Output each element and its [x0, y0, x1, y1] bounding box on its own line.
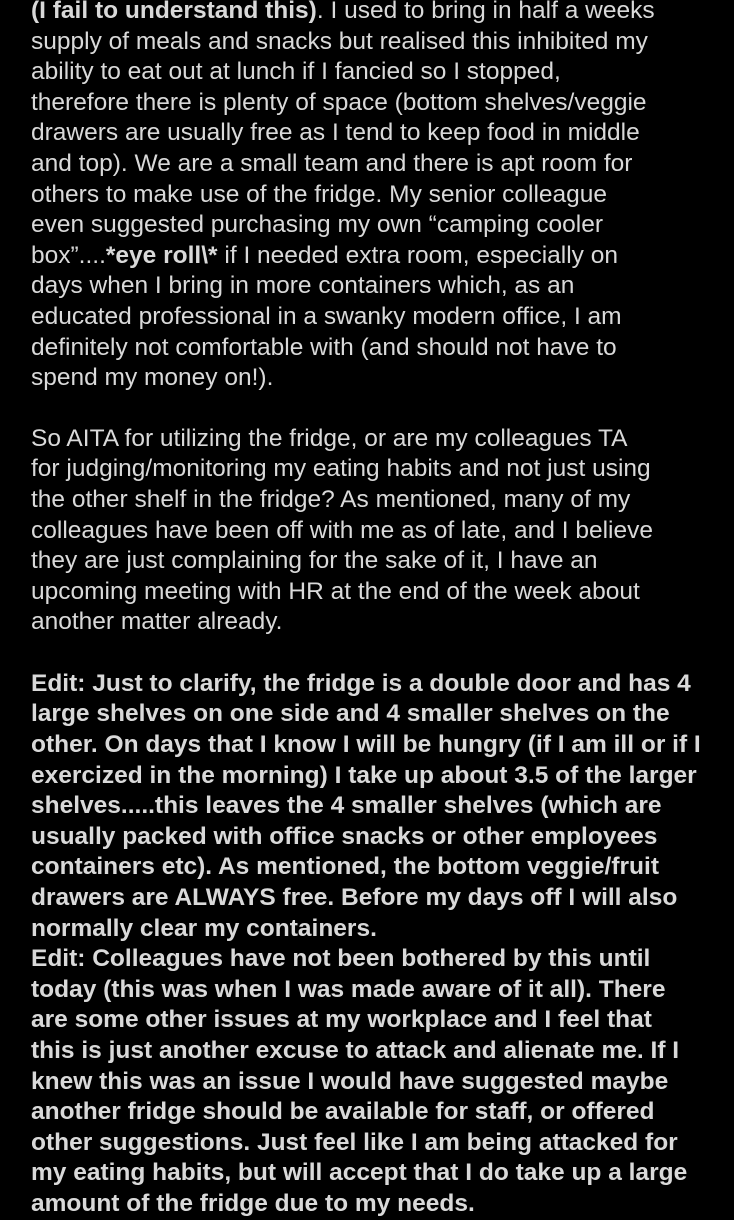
- text-line: So AITA for utilizing the fridge, or are my colleagues TA: [31, 424, 628, 452]
- text-line: other suggestions. Just feel like I am being attacked for: [31, 1128, 678, 1156]
- text-line: others to make use of the fridge. My senior colleague: [31, 180, 608, 208]
- text-line: drawers are usually free as I tend to keep food in middle: [31, 119, 640, 147]
- paragraph-spacer: [31, 394, 721, 424]
- text-line: containers etc). As mentioned, the bottom veggie/fruit: [31, 853, 659, 881]
- text-line: another matter already.: [31, 608, 283, 636]
- text-line: are some other issues at my workplace and I feel that: [31, 1006, 652, 1034]
- text-line: drawers are ALWAYS free. Before my days off I will also: [31, 884, 678, 912]
- text-line: they are just complaining for the sake of it, I have an: [31, 547, 598, 575]
- paragraph-spacer: [31, 638, 721, 669]
- text-line: definitely not comfortable with (and should not have to: [31, 333, 617, 361]
- text-line: normally clear my containers.: [31, 914, 377, 942]
- text-line: supply of meals and snacks but realised this inhibited my: [31, 27, 648, 55]
- text-line: the other shelf in the fridge? As mentioned, many of my: [31, 485, 631, 513]
- text-line: shelves.....this leaves the 4 smaller shelves (which are: [31, 792, 662, 820]
- text-line: my eating habits, but will accept that I do take up a large: [31, 1159, 688, 1187]
- text-line: Edit: Just to clarify, the fridge is a double door and has 4: [31, 669, 691, 697]
- text-line: therefore there is plenty of space (bottom shelves/veggie: [31, 88, 647, 116]
- edit-note-colleagues: [31, 944, 721, 1219]
- text-line: exercized in the morning) I take up about 3.5 of the larger: [31, 761, 697, 789]
- text-span: . I used to bring in half a weeks: [316, 0, 655, 24]
- text-line: another fridge should be available for staff, or offered: [31, 1098, 655, 1126]
- text-line: knew this was an issue I would have suggested maybe: [31, 1067, 669, 1095]
- post-body: [31, 0, 721, 1220]
- text-line: this is just another excuse to attack and alienate me. If I: [31, 1037, 680, 1064]
- edit-note-clarification: [31, 669, 721, 944]
- text-line: ability to eat out at lunch if I fancied so I stopped,: [31, 58, 561, 86]
- text-line: Edit: Colleagues have not been bothered by this until: [31, 945, 651, 973]
- text-line: days when I bring in more containers which, as an: [31, 272, 575, 300]
- text-span: box”....: [31, 241, 106, 269]
- text-line: educated professional in a swanky modern office, I am: [31, 302, 622, 330]
- text-line: and top). We are a small team and there is apt room for: [31, 149, 633, 177]
- text-line: even suggested purchasing my own “camping cooler: [31, 211, 603, 239]
- paragraph-aita-question: [31, 424, 721, 638]
- text-span: if I needed extra room, especially on: [217, 241, 618, 269]
- bold-phrase: (I fail to understand this): [31, 0, 317, 24]
- text-line: [31, 241, 721, 272]
- text-line: spend my money on!).: [31, 364, 274, 392]
- text-line: today (this was when I was made aware of it all). There: [31, 975, 666, 1003]
- text-line: upcoming meeting with HR at the end of the week about: [31, 577, 640, 605]
- text-line: usually packed with office snacks or other employees: [31, 822, 658, 850]
- bold-phrase: *eye roll\*: [105, 241, 218, 269]
- text-line: amount of the fridge due to my needs.: [31, 1189, 475, 1217]
- text-line: other. On days that I know I will be hungry (if I am ill or if I: [31, 731, 701, 759]
- paragraph-fridge-usage: [31, 0, 721, 394]
- text-line: [31, 0, 721, 27]
- text-line: for judging/monitoring my eating habits and not just using: [31, 455, 651, 483]
- text-line: colleagues have been off with me as of late, and I believe: [31, 516, 653, 544]
- text-line: large shelves on one side and 4 smaller shelves on the: [31, 700, 670, 728]
